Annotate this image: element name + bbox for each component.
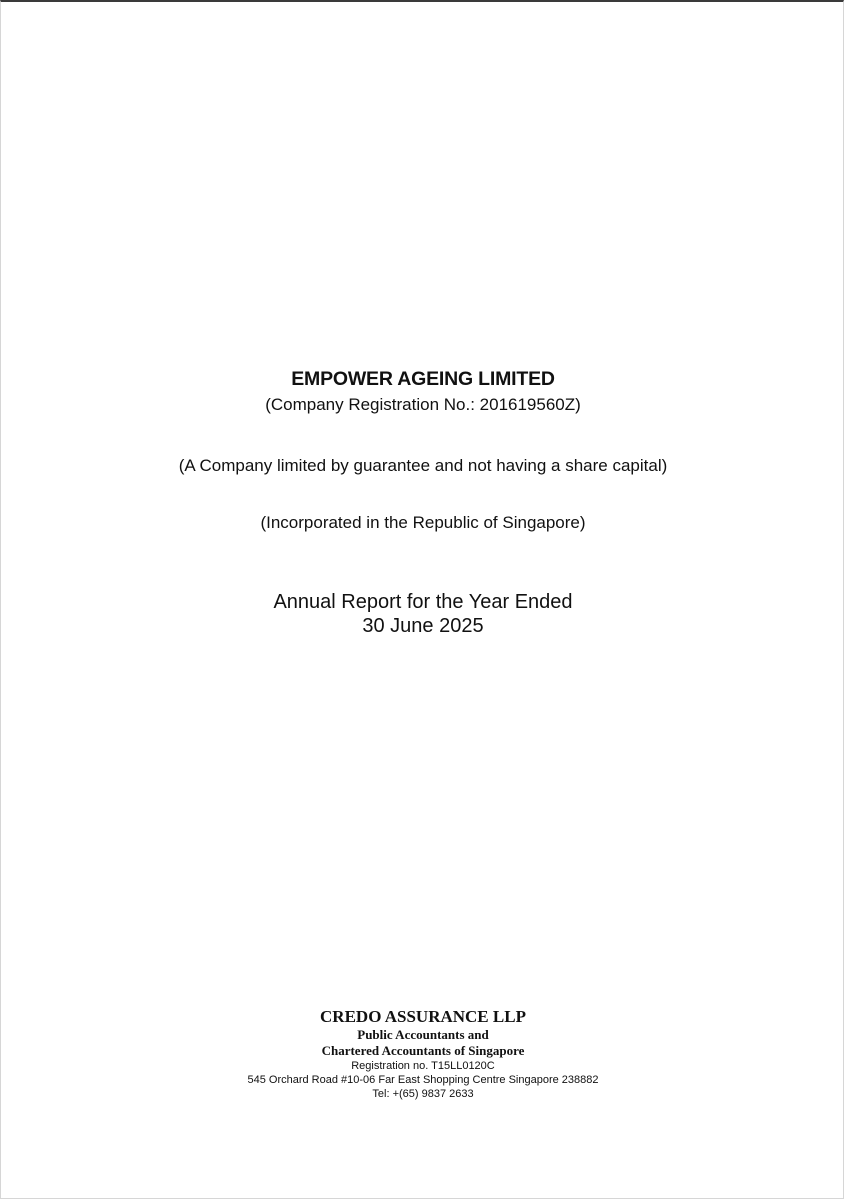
guarantee-note: (A Company limited by guarantee and not having a share capital) bbox=[178, 456, 668, 475]
auditor-address: 545 Orchard Road #10-06 Far East Shopping Centre Singapore 238882 bbox=[247, 1074, 599, 1086]
auditor-designation-line1: Public Accountants and bbox=[357, 1027, 489, 1042]
report-date: 30 June 2025 bbox=[362, 615, 484, 637]
company-registration-number: (Company Registration No.: 201619560Z) bbox=[265, 395, 581, 414]
company-name: EMPOWER AGEING LIMITED bbox=[291, 368, 555, 390]
report-title: Annual Report for the Year Ended bbox=[273, 591, 573, 613]
auditor-designation-line2: Chartered Accountants of Singapore bbox=[321, 1043, 525, 1058]
incorporation-note: (Incorporated in the Republic of Singapore) bbox=[260, 513, 586, 532]
auditor-telephone: Tel: +(65) 9837 2633 bbox=[372, 1088, 474, 1100]
auditor-name: CREDO ASSURANCE LLP bbox=[320, 1007, 526, 1026]
auditor-registration: Registration no. T15LL0120C bbox=[351, 1060, 495, 1072]
